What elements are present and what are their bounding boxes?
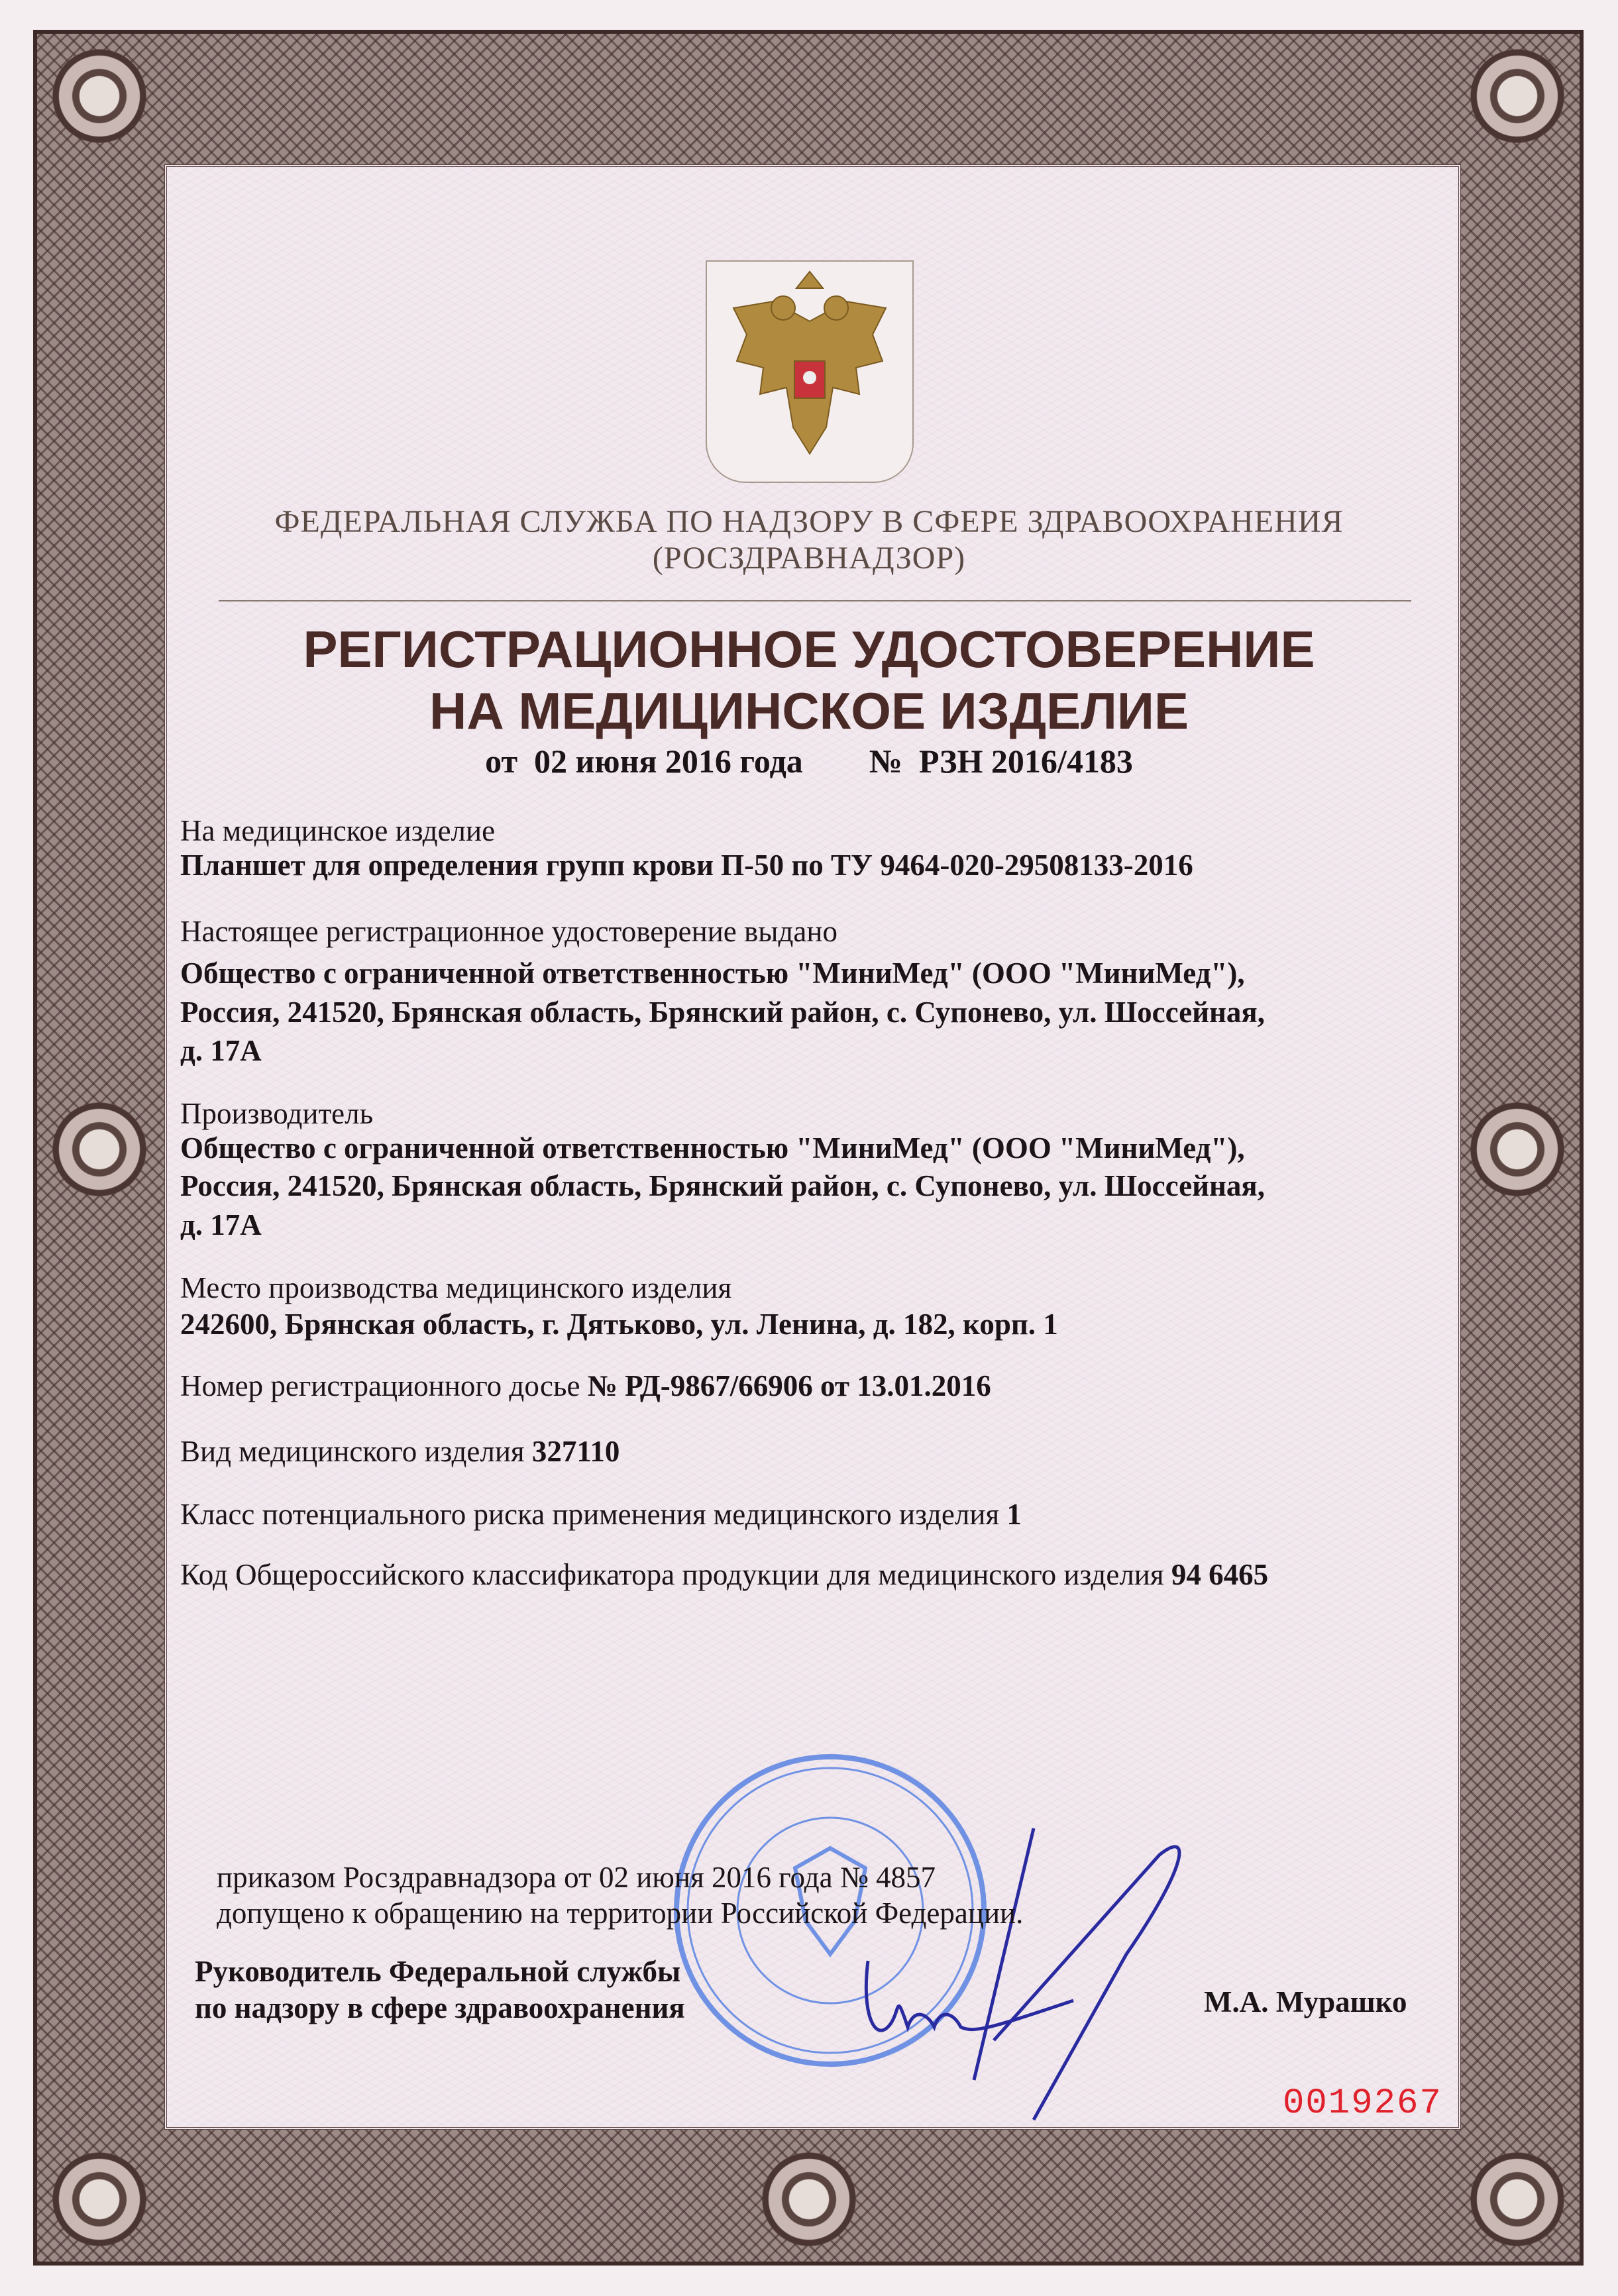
risk-class-value: 1 xyxy=(1006,1498,1022,1531)
signatory-name: М.А. Мурашко xyxy=(1204,1985,1407,2018)
agency-abbreviation: (РОСЗДРАВНАДЗОР) xyxy=(652,541,966,576)
production-place-label: Место производства медицинского изделия xyxy=(180,1271,732,1304)
order-line: приказом Росздравнадзора от 02 июня 2016 года № 4857 xyxy=(217,1861,936,1894)
device-kind-value: 327110 xyxy=(531,1435,620,1468)
issued-to-line: д. 17А xyxy=(180,1034,262,1067)
signatory-position: Руководитель Федеральной службы xyxy=(195,1955,681,1988)
serial-number: 0019267 xyxy=(1283,2083,1442,2124)
device-label: На медицинское изделие xyxy=(180,814,496,847)
order-line: допущено к обращению на территории Российской Федерации. xyxy=(217,1897,1024,1930)
okp-code-value: 94 6465 xyxy=(1171,1558,1269,1591)
manufacturer-label: Производитель xyxy=(180,1097,374,1130)
registration-date: от 02 июня 2016 года xyxy=(485,743,803,780)
device-name: Планшет для определения групп крови П-50 по ТУ 9464-020-29508133-2016 xyxy=(180,849,1193,882)
okp-code-label: Код Общероссийского классификатора продукции для медицинского изделия xyxy=(180,1558,1171,1591)
device-kind-label: Вид медицинского изделия xyxy=(180,1435,532,1468)
signatory-position: по надзору в сфере здравоохранения xyxy=(195,1991,685,2024)
document-subtitle: НА МЕДИЦИНСКОЕ ИЗДЕЛИЕ xyxy=(429,682,1189,740)
manufacturer-line: д. 17А xyxy=(180,1208,262,1241)
issued-to-line: Россия, 241520, Брянская область, Брянский район, с. Супонево, ул. Шоссейная, xyxy=(180,996,1266,1029)
document-title: РЕГИСТРАЦИОННОЕ УДОСТОВЕРЕНИЕ xyxy=(303,620,1315,678)
manufacturer-line: Россия, 241520, Брянская область, Брянский район, с. Супонево, ул. Шоссейная, xyxy=(180,1169,1266,1202)
dossier-label: Номер регистрационного досье xyxy=(180,1369,588,1402)
agency-name: ФЕДЕРАЛЬНАЯ СЛУЖБА ПО НАДЗОРУ В СФЕРЕ ЗДРАВООХРАНЕНИЯ xyxy=(274,504,1344,539)
issued-to-line: Общество с ограниченной ответственностью "МиниМед" (ООО "МиниМед"), xyxy=(180,957,1245,990)
production-place-value: 242600, Брянская область, г. Дятьково, ул. Ленина, д. 182, корп. 1 xyxy=(180,1308,1058,1341)
dossier-value: № РД-9867/66906 от 13.01.2016 xyxy=(587,1369,991,1402)
manufacturer-line: Общество с ограниченной ответственностью "МиниМед" (ООО "МиниМед"), xyxy=(180,1131,1245,1165)
issued-label: Настоящее регистрационное удостоверение выдано xyxy=(180,915,837,948)
registration-number: № РЗН 2016/4183 xyxy=(869,743,1133,780)
risk-class-label: Класс потенциального риска применения медицинского изделия xyxy=(180,1498,1007,1531)
